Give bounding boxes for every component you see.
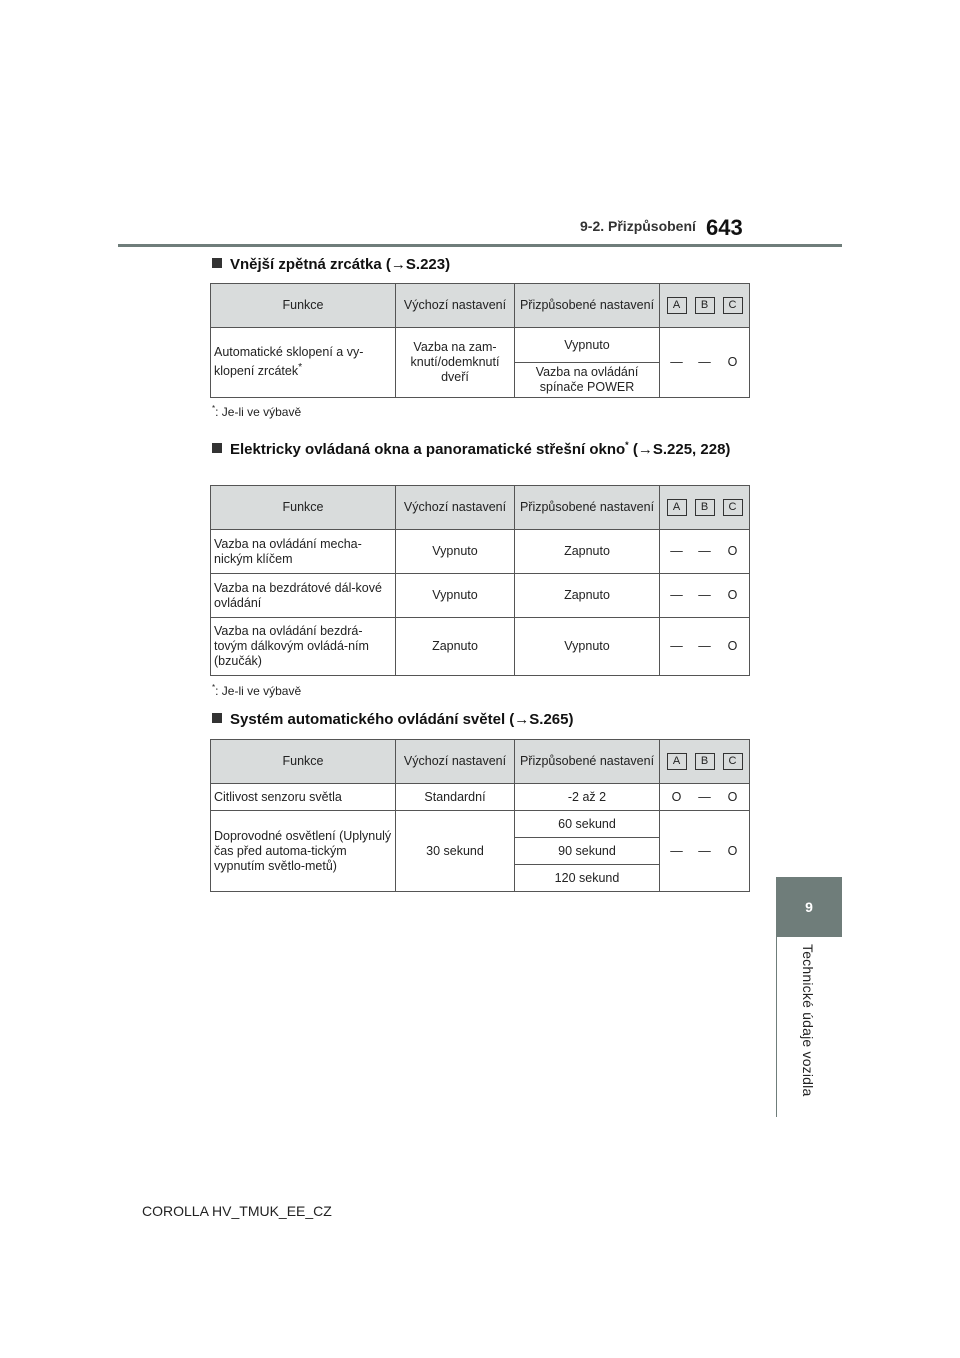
bullet-square-icon (212, 258, 222, 268)
mirrors-table (210, 283, 750, 398)
table-row: Vazba na ovládání mecha-nickým klíčem Vypnuto Zapnuto — — O (211, 530, 750, 574)
table-header-row: Funkce Výchozí nastavení Přizpůsobené nastavení A B C (211, 486, 750, 530)
col-custom: Přizpůsobené nastavení (515, 284, 660, 328)
chapter-tab[interactable] (776, 877, 842, 937)
section-heading-mirrors: Vnější zpětná zrcátka (→S.223) (212, 253, 450, 277)
bullet-square-icon (212, 443, 222, 453)
table-header-row (211, 284, 750, 328)
header-divider (118, 244, 842, 247)
table-row: Vazba na bezdrátové dál-kové ovládání Vypnuto Zapnuto — — O (211, 574, 750, 618)
row-default: Vazba na zam-knutí/odemknutí dveří (396, 328, 515, 398)
chapter-label: Technické údaje vozidla (800, 944, 816, 1097)
bullet-square-icon (212, 713, 222, 723)
col-function: Funkce (211, 284, 396, 328)
row-custom: Vypnuto (515, 328, 660, 363)
section-heading-windows: Elektricky ovládaná okna a panoramatické střešní okno* (→S.225, 228) (212, 433, 752, 462)
table-row: 90 sekund (211, 838, 750, 865)
table-header-row: Funkce Výchozí nastavení Přizpůsobené nastavení A B C (211, 740, 750, 784)
row-abc: — — O (660, 328, 750, 398)
label-b: B (695, 297, 715, 314)
table-row: Citlivost senzoru světla Standardní -2 až 2 O — O (211, 784, 750, 811)
table-row: Doprovodné osvětlení (Uplynulý čas před automa-tickým vypnutím světlo-metů) 30 sekund 60 sekund — — O (211, 811, 750, 838)
table-row: Vazba na ovládání bezdrá-tovým dálkovým ovládá-ním (bzučák) Zapnuto Vypnuto — — O (211, 618, 750, 676)
col-abc (660, 284, 750, 328)
section-title: 9-2. Přizpůsobení (580, 218, 696, 234)
windows-table (210, 485, 750, 676)
col-default: Výchozí nastavení (396, 284, 515, 328)
row-function: Automatické sklopení a vy-klopení zrcátek* (211, 328, 396, 398)
lights-table (210, 739, 750, 892)
footnote: *: Je-li ve výbavě (212, 404, 302, 419)
section-heading-lights: Systém automatického ovládání světel (→S.265) (212, 708, 573, 732)
document-code: COROLLA HV_TMUK_EE_CZ (142, 1203, 332, 1219)
footnote: *: Je-li ve výbavě (212, 683, 302, 698)
page-number: 643 (706, 215, 743, 240)
row-custom: Vazba na ovládání spínače POWER (515, 363, 660, 398)
table-row (211, 328, 750, 363)
label-c: C (723, 297, 743, 314)
chapter-tab-line (776, 937, 777, 1117)
chapter-number: 9 (805, 899, 813, 915)
table-row: 120 sekund (211, 865, 750, 892)
label-a: A (667, 297, 687, 314)
